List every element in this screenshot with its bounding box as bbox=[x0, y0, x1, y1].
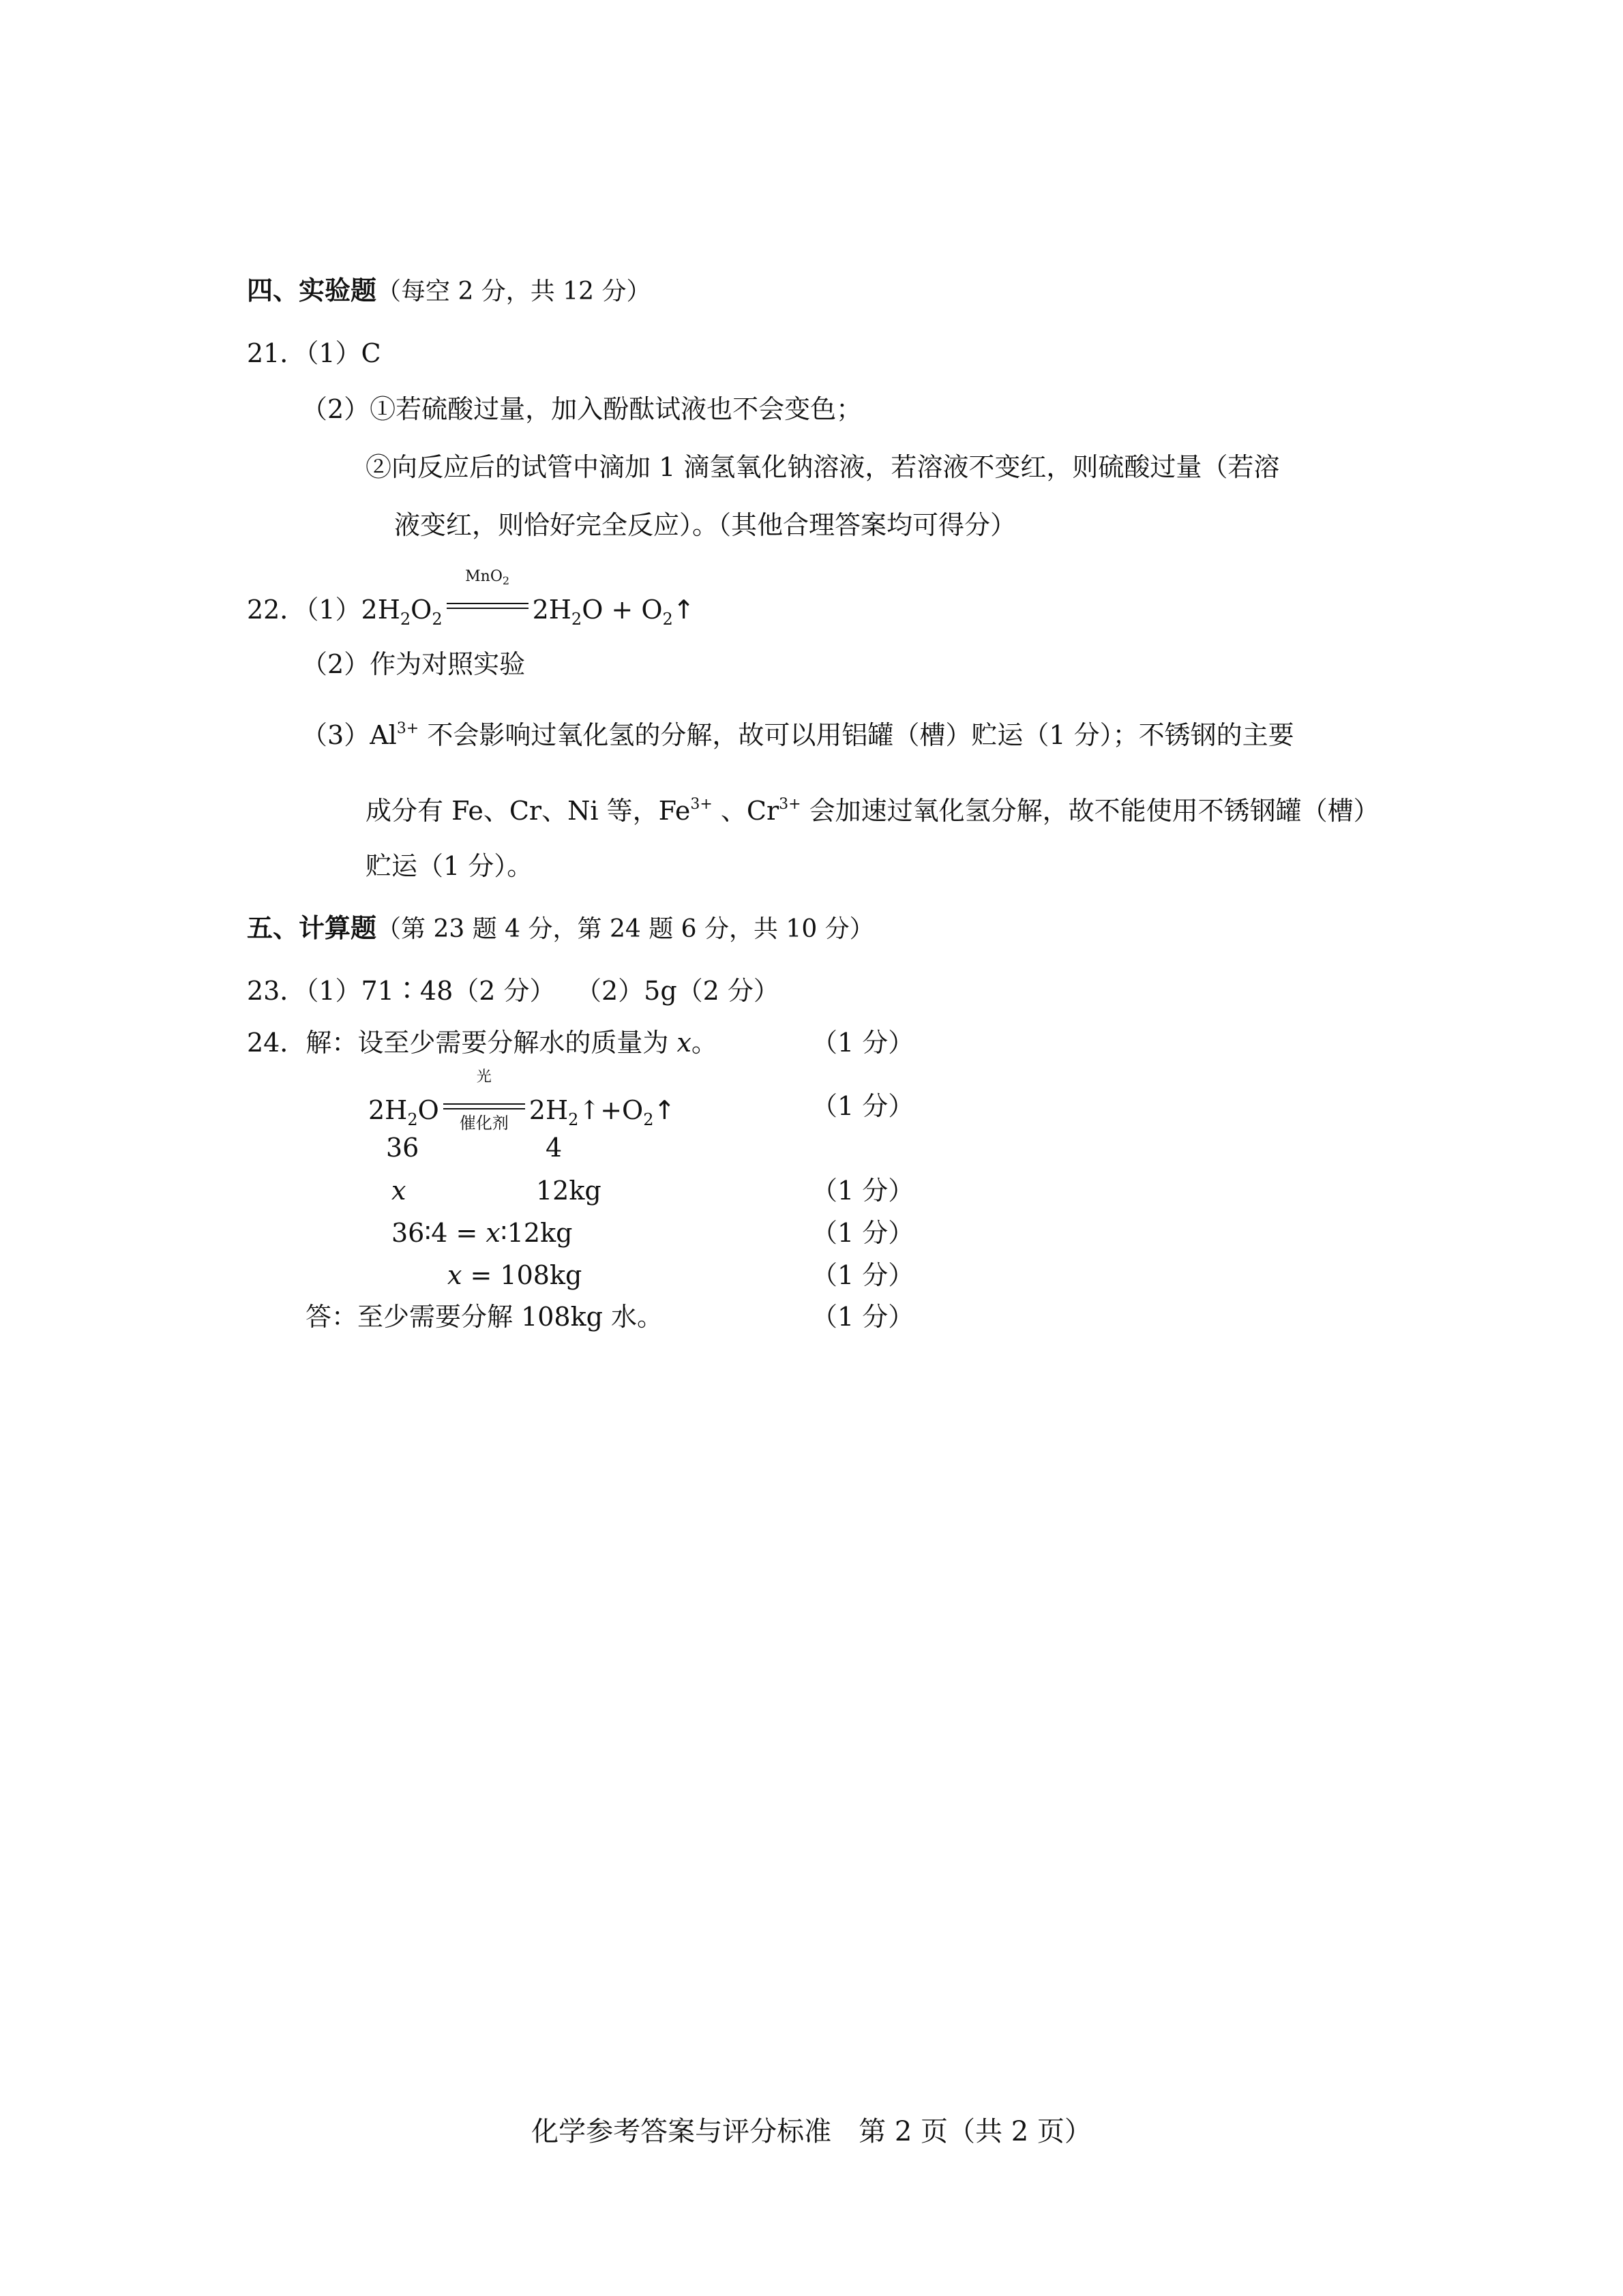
equation-h2o2-decomposition: $2H_2O_2$ MnO$_2$ $2H_2O$ + $O_2↑$ bbox=[361, 568, 695, 629]
section-5-heading bbox=[247, 915, 874, 942]
unknown-x: x bbox=[391, 1176, 406, 1206]
catalyst-label: MnO$_2$ bbox=[465, 568, 510, 587]
q23-number: 23． bbox=[247, 976, 306, 1006]
q24-score-5: （1 分） bbox=[812, 1260, 914, 1290]
known-mass: 12kg bbox=[536, 1176, 601, 1206]
q22-part2: （2）作为对照实验 bbox=[301, 649, 526, 679]
q24-number: 24． bbox=[247, 1028, 306, 1058]
q21-p1-text: （1）C bbox=[306, 338, 381, 368]
q24-score-1: （1 分） bbox=[812, 1028, 914, 1058]
section-5-note: （第 23 题 4 分，第 24 题 6 分，共 10 分） bbox=[376, 915, 874, 943]
q24-answer: 答：至少需要分解 108kg 水。 bbox=[306, 1302, 664, 1332]
gas-arrow: ↑ bbox=[653, 1095, 676, 1125]
q22-p1-label: （1） bbox=[306, 595, 361, 625]
molar-mass-right: 4 bbox=[546, 1133, 563, 1163]
q24-score-6: （1 分） bbox=[812, 1302, 914, 1332]
q21-number: 21． bbox=[247, 338, 306, 368]
q22-part3-line1: $(3)Al^{3+}$ 不会影响过氧化氢的分解，故可以用铝罐（槽）贮运（1 分）；不锈钢的主要 bbox=[301, 720, 1294, 750]
condition-catalyst: 催化剂 bbox=[459, 1114, 509, 1133]
q22-part3-line3: 贮运（1 分）。 bbox=[366, 851, 533, 881]
section-4-heading bbox=[247, 275, 651, 305]
section-5-title: 五、计算题 bbox=[247, 913, 377, 943]
equation-water-photolysis: $2H_2O$ 光 催化剂 $2H_2↑+O_2↑$ bbox=[368, 1069, 676, 1133]
q24-score-2: （1 分） bbox=[812, 1091, 914, 1121]
q22-part3-line2: 成分有 Fe、Cr、Ni 等，$Fe^{3+}$ 、$Cr^{3+}$ 会加速过氧化氢分解，故不能使用不锈钢罐（槽） bbox=[366, 796, 1380, 826]
section-4-note: （每空 2 分，共 12 分） bbox=[376, 278, 651, 305]
q24-line1: 24．解：设至少需要分解水的质量为 x。 bbox=[247, 1028, 717, 1058]
q23-p1: （1）71∶48（2 分） bbox=[306, 976, 556, 1006]
q21-part2: （2）①若硫酸过量，加入酚酞试液也不会变色； bbox=[301, 394, 863, 424]
q22-number: 22． bbox=[247, 595, 306, 625]
condition-light: 光 bbox=[476, 1069, 492, 1086]
reaction-equals-sign bbox=[439, 1069, 529, 1133]
q21-part2b-line2: 液变红，则恰好完全反应）。（其他合理答案均可得分） bbox=[394, 510, 1017, 540]
q23-p2: （2）5g（2 分） bbox=[576, 976, 779, 1006]
result-equation: x = 108kg bbox=[447, 1260, 582, 1290]
proportion-equation: 36∶4 = x∶12kg bbox=[391, 1218, 573, 1248]
q21-part2b-line1: ②向反应后的试管中滴加 1 滴氢氧化钠溶液，若溶液不变红，则硫酸过量（若溶 bbox=[366, 452, 1280, 482]
gas-arrow: ↑ bbox=[672, 595, 695, 625]
q24-score-3: （1 分） bbox=[812, 1176, 914, 1206]
reaction-equals-sign bbox=[443, 568, 533, 618]
section-4-title: 四、实验题 bbox=[247, 275, 377, 305]
q22-part1 bbox=[247, 568, 695, 629]
q24-score-4: （1 分） bbox=[812, 1218, 914, 1248]
page-footer: 化学参考答案与评分标准 第 2 页（共 2 页） bbox=[531, 2116, 1092, 2147]
q21-part1 bbox=[247, 340, 381, 366]
q23-line bbox=[247, 978, 556, 1004]
molar-mass-left: 36 bbox=[386, 1133, 419, 1163]
